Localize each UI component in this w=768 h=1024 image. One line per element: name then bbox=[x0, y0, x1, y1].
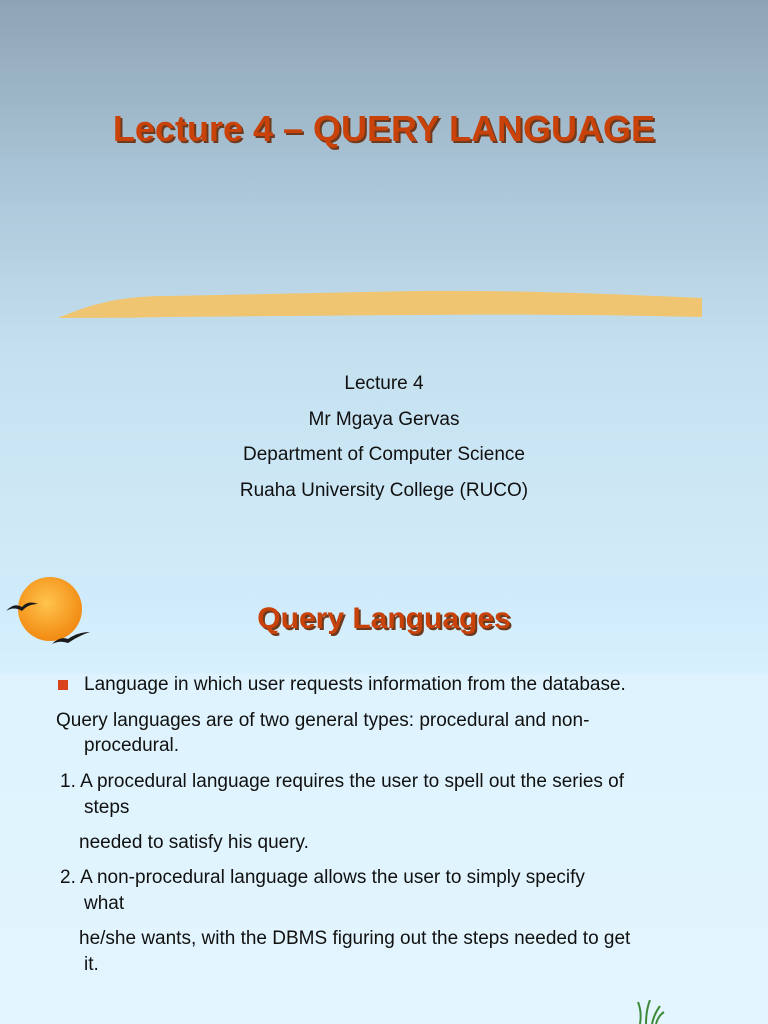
institution-name: Ruaha University College (RUCO) bbox=[239, 479, 529, 501]
grass-decoration-icon bbox=[636, 1000, 666, 1024]
list-item: needed to satisfy his query. bbox=[79, 832, 309, 853]
list-item: it. bbox=[84, 954, 99, 975]
paragraph-line: Query languages are of two general types: procedural and non- bbox=[56, 710, 590, 731]
slide-heading: Query Languages bbox=[257, 602, 511, 635]
paragraph-line: procedural. bbox=[84, 735, 180, 756]
lecturer-name: Mr Mgaya Gervas bbox=[308, 408, 460, 430]
swoosh-decoration bbox=[56, 286, 706, 322]
list-item: what bbox=[84, 893, 125, 914]
department-name: Department of Computer Science bbox=[243, 444, 525, 465]
bullet-square-icon bbox=[58, 680, 68, 690]
list-item: steps bbox=[84, 797, 130, 818]
slide-title: Lecture 4 – QUERY LANGUAGE bbox=[112, 108, 656, 149]
bullet-text: Language in which user requests information from the database. bbox=[84, 674, 626, 695]
list-item: he/she wants, with the DBMS figuring out the steps needed to get bbox=[79, 928, 631, 949]
list-item: 2. A non-procedural language allows the user to simply specify bbox=[60, 867, 585, 888]
lecture-info bbox=[0, 366, 768, 508]
content-slide bbox=[0, 576, 768, 1024]
lecture-number: Lecture 4 bbox=[344, 373, 424, 394]
list-item: 1. A procedural language requires the user to spell out the series of bbox=[60, 771, 625, 792]
